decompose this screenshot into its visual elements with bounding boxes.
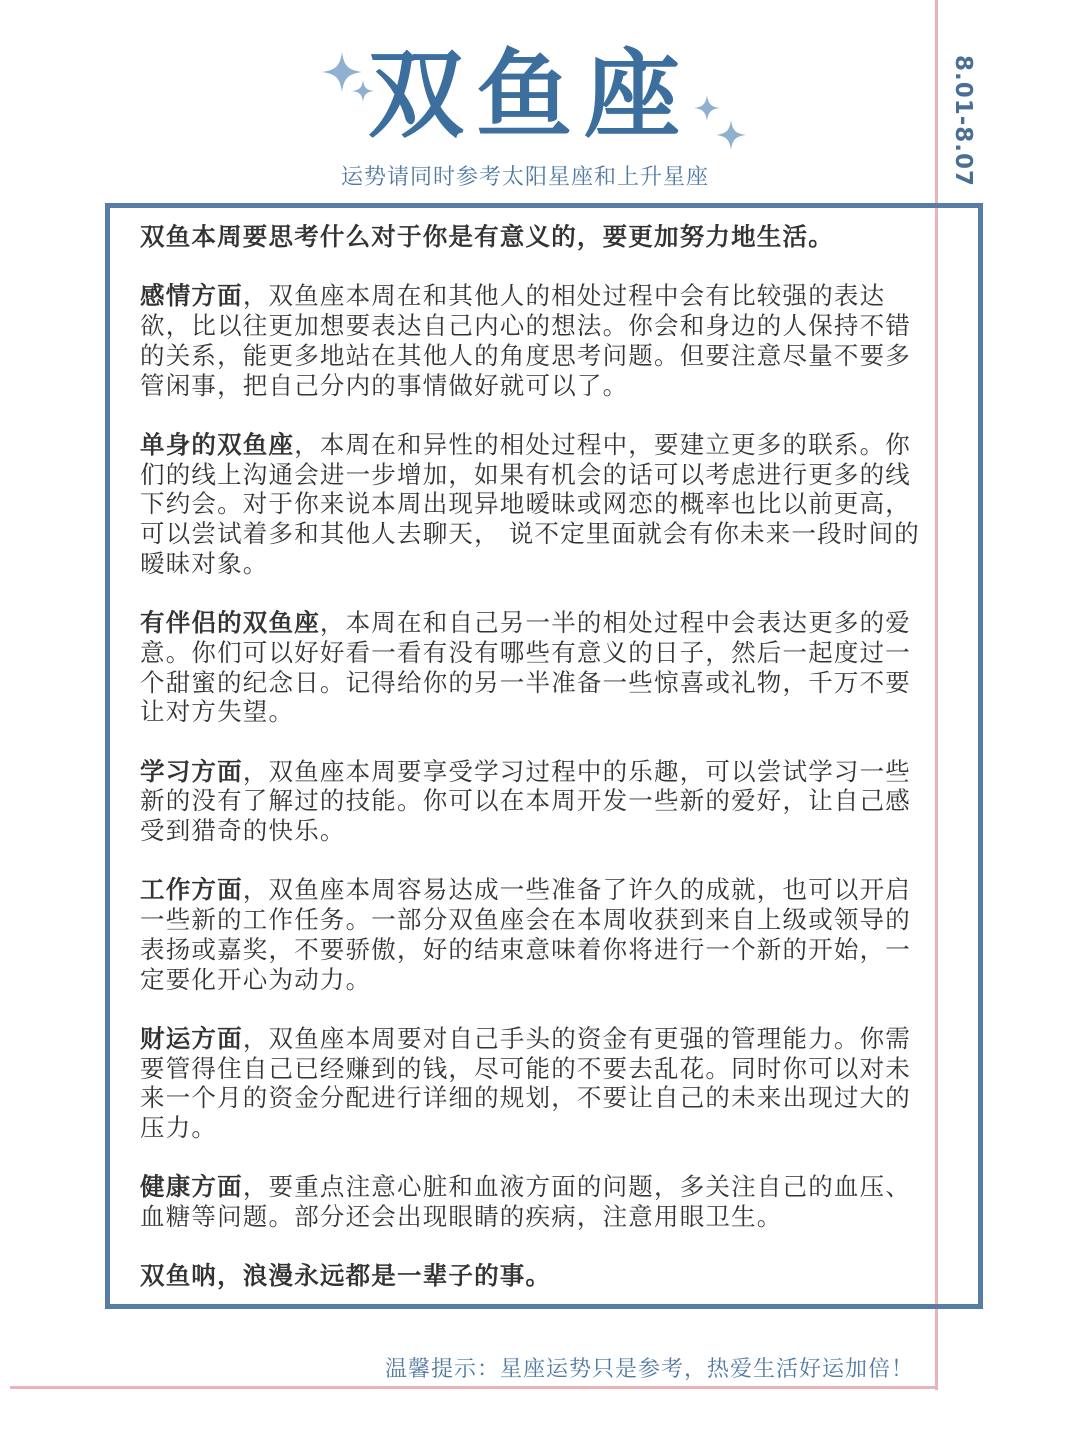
section-heading: 学习方面 [140,756,243,786]
section-heading: 财运方面 [140,1023,243,1053]
section-text: ，双鱼座本周容易达成一些准备了许久的成就，也可以开启一些新的工作任务。一部分双鱼座会在本周收获到来自上级或领导的表扬或嘉奖，不要骄傲，好的结束意味着你将进行一个新的开始，一定要化开心为动力。 [140,875,912,994]
section-text: ，双鱼座本周在和其他人的相处过程中会有比较强的表达欲，比以往更加想要表达自己内心的想法。你会和身边的人保持不错的关系，能更多地站在其他人的角度思考问题。但要注意尽量不要多管闲事，把自己分内的事情做好就可以了。 [140,281,911,400]
intro-line: 双鱼本周要思考什么对于你是有意义的，要更加努力地生活。 [140,222,834,251]
content-frame [105,203,983,1309]
date-range: 8.01-8.07 [950,55,976,188]
section-work [140,875,930,994]
section-text: ，本周在和自己另一半的相处过程中会表达更多的爱意。你们可以好好看一看有没有哪些有意义的日子，然后一起度过一个甜蜜的纪念日。记得给你的另一半准备一些惊喜或礼物，千万不要让对方失望。 [140,608,912,727]
section-wealth [140,1024,930,1143]
section-love [140,281,930,400]
section-heading: 工作方面 [140,875,243,905]
footer-tip: 温馨提示：星座运势只是参考，热爱生活好运加倍！ [384,1357,914,1382]
section-heading: 感情方面 [140,281,243,311]
page-subtitle: 运势请同时参考太阳星座和上升星座 [340,165,709,190]
section-text: ，要重点注意心脏和血液方面的问题，多关注自己的血压、血糖等问题。部分还会出现眼睛的疾病，注意用眼卫生。 [140,1172,912,1232]
horoscope-text [140,222,930,1321]
closing-line: 双鱼呐，浪漫永远都是一辈子的事。 [140,1261,552,1291]
pink-horizontal-divider [10,1386,938,1389]
section-text: ，本周在和异性的相处过程中，要建立更多的联系。你们的线上沟通会进一步增加，如果有机会的话可以考虑进行更多的线下约会。对于你来说本周出现异地暧昧或网恋的概率也比以前更高，可以尝试着多和其他人去聊天， 说不定里面就会有你未来一段时间的暧昧对象。 [140,429,920,578]
section-partnered [140,608,930,727]
section-heading: 有伴侣的双鱼座 [140,608,320,638]
section-single [140,430,930,579]
section-text: ，双鱼座本周要对自己手头的资金有更强的管理能力。你需要管得住自己已经赚到的钱，尽可能的不要去乱花。同时你可以对未来一个月的资金分配进行详细的规划，不要让自己的未来出现过大的压力。 [140,1023,912,1142]
section-heading: 单身的双鱼座 [140,429,295,459]
section-text: ，双鱼座本周要享受学习过程中的乐趣，可以尝试学习一些新的没有了解过的技能。你可以在本周开发一些新的爱好，让自己感受到猎奇的快乐。 [140,756,912,845]
section-health [140,1172,930,1231]
page-title: 双鱼座 [368,39,692,151]
section-study [140,757,930,846]
section-heading: 健康方面 [140,1172,243,1202]
